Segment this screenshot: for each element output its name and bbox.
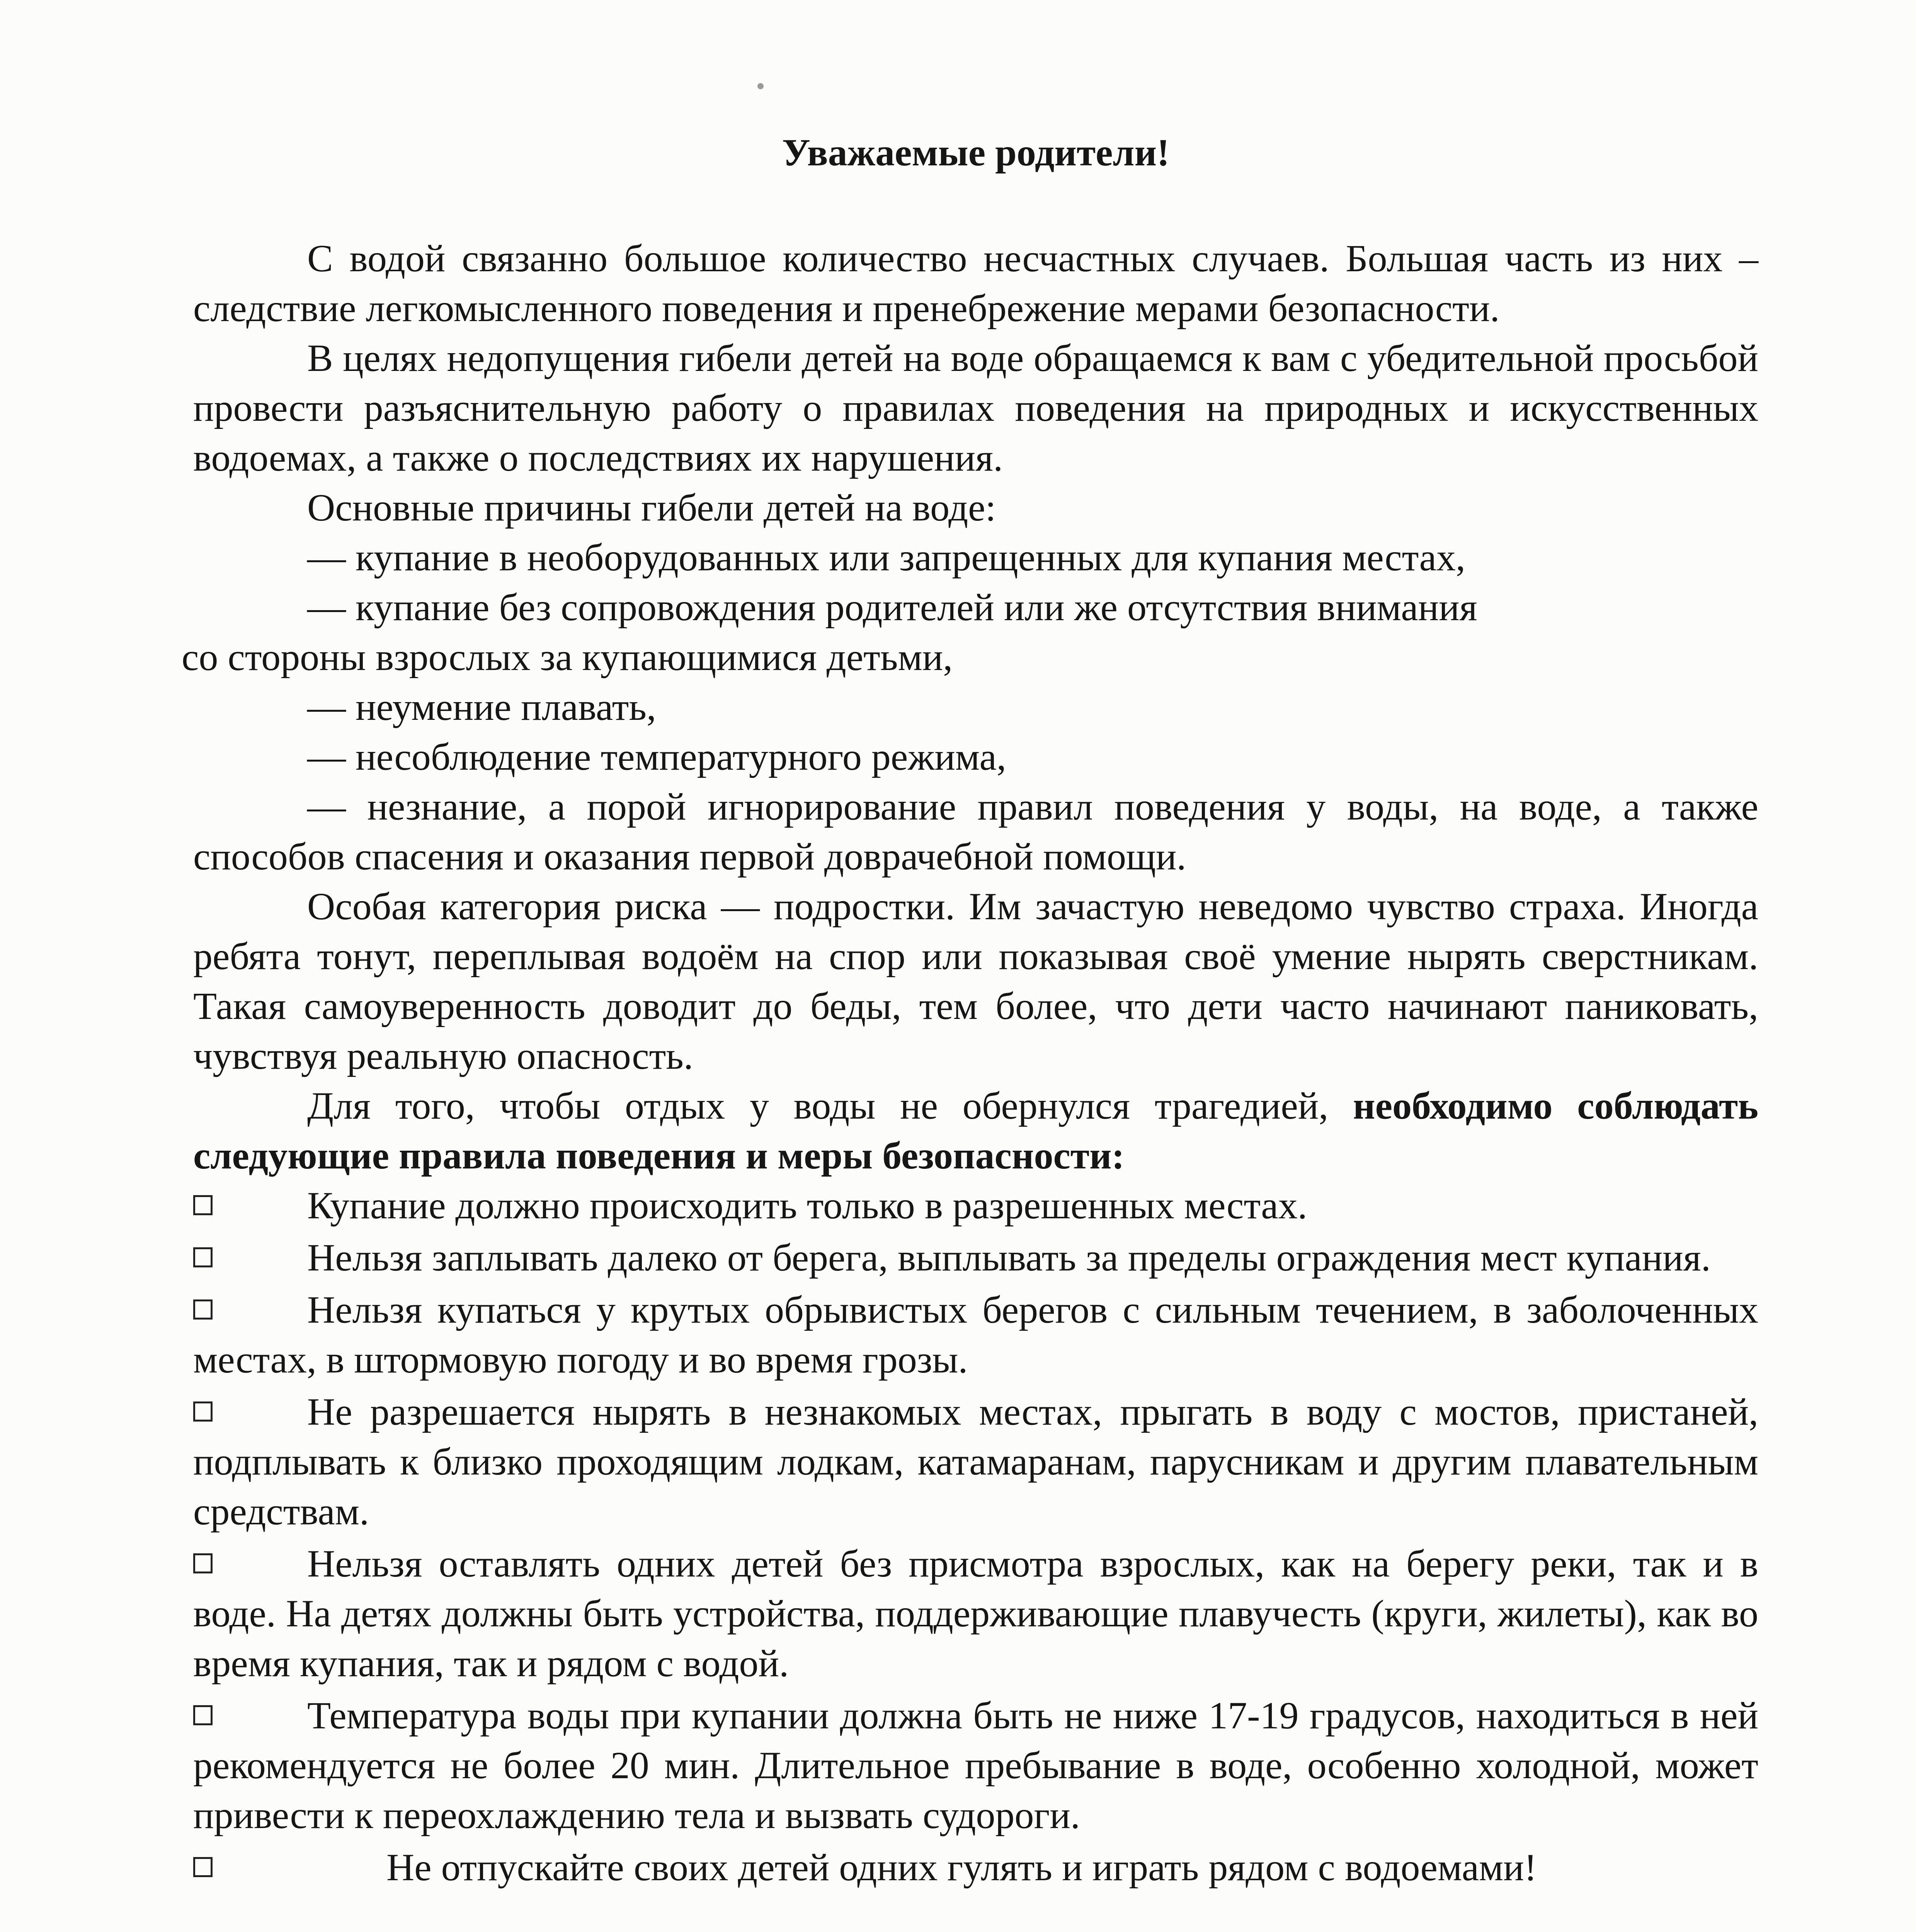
cause-item: — купание без сопровождения родителей или же отсутствия внимания [307,586,1477,629]
safety-rule [193,1539,1758,1688]
safety-rule-text: Температура воды при купании должна быть не ниже 17-19 градусов, находиться в ней рекомендуется не более 20 мин. Длительное пребывание в воде, особенно холодной, может привести к переохлаждению тела и вызвать судороги. [193,1694,1758,1837]
cause-item-continuation: со стороны взрослых за купающимися детьми, [182,636,953,679]
safety-rule-text: Купание должно происходить только в разрешенных местах. [307,1184,1307,1227]
rules-intro [193,1081,1758,1180]
safety-rule [193,1690,1758,1840]
checkbox-bullet-icon [193,1553,213,1573]
spacer [193,1895,1758,1932]
checkbox-bullet-icon [193,1247,213,1267]
safety-rules-list [193,1180,1758,1892]
risk-paragraph: Особая категория риска — подростки. Им зачастую неведомо чувство страха. Иногда ребята тонут, переплывая водоём на спор или показывая своё умение нырять сверстникам. Такая самоуверенность доводит до беды, тем более, что дети часто начинают паниковать, чувствуя реальную опасность. [193,885,1758,1077]
checkbox-bullet-icon [193,1299,213,1320]
safety-rule-text: Не разрешается нырять в незнакомых местах, прыгать в воду с мостов, пристаней, подплывать к близко проходящим лодкам, катамаранам, парусникам и другим плавательным средствам. [193,1390,1758,1533]
checkbox-bullet-icon [193,1195,213,1215]
letter-title: Уважаемые родители! [782,131,1170,174]
checkbox-bullet-icon [193,1857,213,1877]
causes-heading: Основные причины гибели детей на воде: [307,486,996,529]
safety-rule [193,1387,1758,1536]
rules-intro-text: Для того, чтобы отдых у воды не обернулся трагедией, [307,1084,1353,1127]
safety-rule [193,1842,1758,1892]
rules-intro-emphasis: необходимо соблюдать следующие правила поведения и меры безопасности: [193,1084,1758,1177]
cause-item: — неумение плавать, [307,685,656,728]
safety-rule-text: Нельзя заплывать далеко от берега, выплывать за пределы ограждения мест купания. [307,1236,1711,1279]
safety-rule [193,1285,1758,1384]
safety-rule-text: Нельзя купаться у крутых обрывистых берегов с сильным течением, в заболоченных местах, в штормовую погоду и во время грозы. [193,1288,1758,1381]
cause-item: — купание в необорудованных или запрещенных для купания местах, [307,536,1465,579]
checkbox-bullet-icon [193,1401,213,1422]
safety-rule-text: Нельзя оставлять одних детей без присмотра взрослых, как на берегу реки, так и в воде. На детях должны быть устройства, поддерживающие плавучесть (круги, жилеты), как во время купания, так и рядом с водой. [193,1542,1758,1685]
checkbox-bullet-icon [193,1705,213,1725]
safety-rule [193,1180,1758,1230]
intro-paragraph-2: В целях недопущения гибели детей на воде обращаемся к вам с убедительной просьбой провести разъяснительную работу о правилах поведения на природных и искусственных водоемах, а также о последствиях их нарушения. [193,337,1758,479]
intro-paragraph-1: С водой связанно большое количество несчастных случаев. Большая часть из них – следствие легкомысленного поведения и пренебрежение мерами безопасности. [193,237,1758,330]
safety-rule-text: Не отпускайте своих детей одних гулять и играть рядом с водоемами! [386,1846,1537,1889]
safety-rule [193,1233,1758,1282]
cause-item: — незнание, а порой игнорирование правил поведения у воды, на воде, а также способов спасения и оказания первой доврачебной помощи. [193,785,1758,878]
letter-body [182,128,1758,1932]
scan-speck [757,83,764,89]
cause-item: — несоблюдение температурного режима, [307,735,1006,778]
